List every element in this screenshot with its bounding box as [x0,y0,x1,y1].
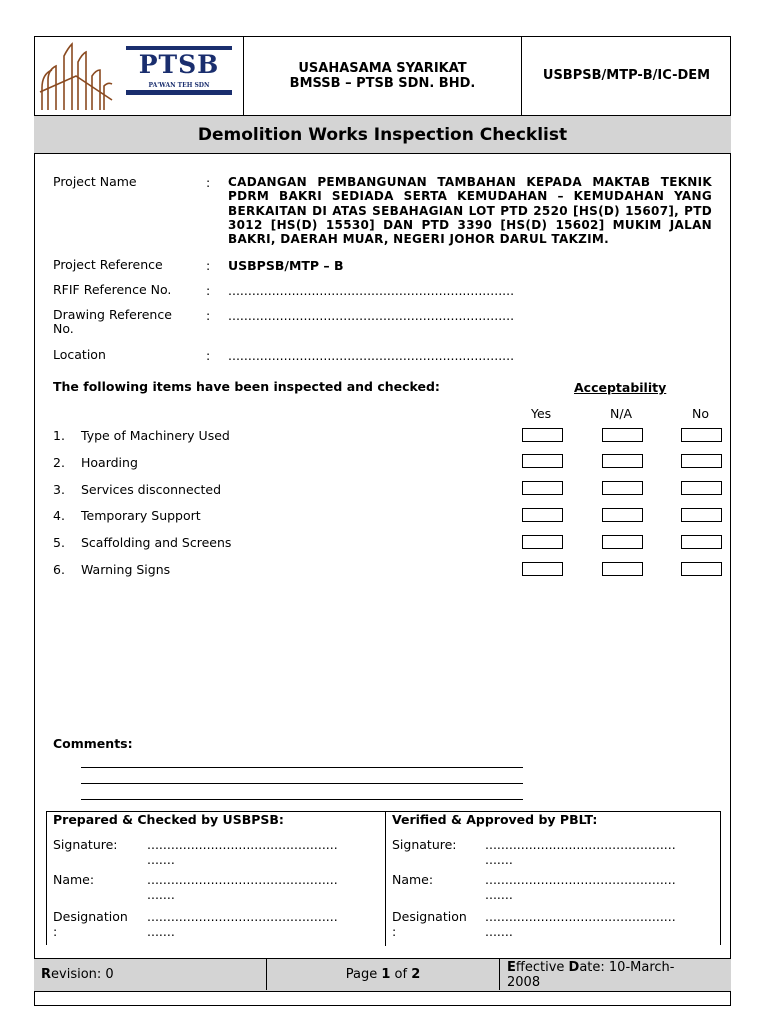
checklist-item-label: Type of Machinery Used [81,428,230,443]
no-checkbox[interactable] [681,562,722,576]
location-field[interactable]: ........................................................................ [228,348,515,363]
colon: : [206,175,211,190]
dots: ................................................ [147,837,338,852]
column-yes: Yes [531,406,552,421]
page-current: 1 [381,967,391,982]
na-checkbox[interactable] [602,428,643,442]
project-name-value: CADANGAN PEMBANGUNAN TAMBAHAN KEPADA MAKTAB TEKNIK PDRM BAKRI SEDIADA SERTA KEMUDAHAN – KEMUDAHAN YANG BERKAITAN DI ATAS SEBAHAGIAN LOT PTD 2520 [HS(D) 15607], PTD 3012 [HS(D) 15530] DAN PTD 3390 [HS(D) 15602] MUKIM JALAN BAKRI, DAERAH MUAR, NEGERI JOHOR DARUL TAKZIM. [228,175,712,247]
right-signature-field[interactable] [485,837,676,867]
page-total: 2 [411,967,421,982]
project-name-label: Project Name [53,174,137,189]
na-checkbox[interactable] [602,508,643,522]
right-signature-label: Signature: [392,837,457,852]
page-prefix: Page [345,967,382,982]
dots: ....... [485,924,513,939]
effective-year: 2008 [507,974,541,990]
no-checkbox[interactable] [681,454,722,468]
company-line-1: USAHASAMA SYARIKAT [298,60,467,76]
document-code: USBPSB/MTP-B/IC-DEM [542,68,711,83]
colon: : [206,258,211,273]
yes-checkbox[interactable] [522,535,563,549]
item-number: 1. [53,428,65,443]
drawing-label-line-1: Drawing Reference [53,307,172,322]
dots: ................................................ [485,872,676,887]
signoff-divider [385,812,386,946]
yes-checkbox[interactable] [522,508,563,522]
designation-text: Designation [392,909,467,924]
na-checkbox[interactable] [602,562,643,576]
rfif-reference-label: RFIF Reference No. [53,282,172,297]
signoff-right-title: Verified & Approved by PBLT: [392,812,598,827]
effective-d: D [568,959,580,975]
comment-line[interactable] [81,799,523,800]
dots: ................................................ [147,909,338,924]
logo-cell [34,36,244,115]
checklist-intro: The following items have been inspected and checked: [53,379,440,394]
na-checkbox[interactable] [602,481,643,495]
yes-checkbox[interactable] [522,454,563,468]
page-title: Demolition Works Inspection Checklist [34,116,731,154]
item-number: 5. [53,535,65,551]
left-designation-field[interactable] [147,909,338,939]
dots: ....... [485,852,513,867]
left-name-field[interactable] [147,872,338,902]
item-number: 4. [53,508,65,524]
right-designation-label [392,909,467,939]
logo-bottom-bar [126,90,232,95]
page-number-cell [267,959,500,990]
dots: ....... [147,852,175,867]
acceptability-heading: Acceptability [574,380,667,395]
right-name-label: Name: [392,872,434,887]
dots: ....... [485,887,513,902]
drawing-reference-field[interactable]: ........................................................................ [228,308,515,323]
effective-e: E [507,959,516,975]
company-name [244,36,522,115]
ptsb-logo [126,46,232,96]
revision-text: evision: 0 [51,967,114,982]
item-number: 3. [53,481,65,497]
comments-label: Comments: [53,736,133,751]
yes-checkbox[interactable] [522,481,563,495]
company-line-2: BMSSB – PTSB SDN. BHD. [289,75,476,91]
effective-date-cell [500,959,731,990]
checklist-item-label: Scaffolding and Screens [81,535,232,551]
document-footer [34,958,731,992]
dots: ................................................ [147,872,338,887]
left-signature-label: Signature: [53,837,118,852]
checklist-item-label: Temporary Support [81,508,201,524]
signoff-table [46,811,721,945]
comment-line[interactable] [81,767,523,768]
column-no: No [692,406,709,421]
colon: : [206,308,211,323]
no-checkbox[interactable] [681,428,722,442]
checklist-item-label: Hoarding [81,454,138,470]
no-checkbox[interactable] [681,508,722,522]
designation-colon: : [53,924,58,939]
drawing-reference-label [53,308,172,336]
yes-checkbox[interactable] [522,562,563,576]
item-number: 2. [53,454,65,470]
yes-checkbox[interactable] [522,428,563,442]
revision-cell [34,959,267,990]
dots: ....... [147,924,175,939]
left-designation-label [53,909,128,939]
dots: ....... [147,887,175,902]
right-designation-field[interactable] [485,909,676,939]
checklist-item-label: Warning Signs [81,562,171,577]
dots: ................................................ [485,837,676,852]
comment-line[interactable] [81,783,523,784]
left-signature-field[interactable] [147,837,338,867]
no-checkbox[interactable] [681,535,722,549]
designation-colon: : [392,924,397,939]
effective-date-text: ate: 10-March- [579,959,675,975]
colon: : [206,348,211,363]
logo-subtext: PA'WAN TEH SDN [148,82,210,89]
dots: ................................................ [485,909,676,924]
right-name-field[interactable] [485,872,676,902]
effective-text: ffective [515,959,569,975]
location-label: Location [53,347,106,362]
column-na: N/A [610,406,633,421]
na-checkbox[interactable] [602,535,643,549]
project-reference-label: Project Reference [53,257,163,272]
left-name-label: Name: [53,872,95,887]
building-logo-icon [38,40,114,112]
signoff-left-title: Prepared & Checked by USBPSB: [53,812,284,827]
colon: : [206,283,211,298]
item-number: 6. [53,562,65,577]
checklist-item-label: Services disconnected [81,481,222,497]
logo-text: PTSB [138,50,220,79]
document-header [34,36,731,116]
rfif-reference-field[interactable]: ........................................................................ [228,283,515,298]
na-checkbox[interactable] [602,454,643,468]
no-checkbox[interactable] [681,481,722,495]
project-reference-value: USBPSB/MTP – B [228,258,344,273]
revision-initial: R [41,967,52,982]
drawing-label-line-2: No. [53,321,74,336]
page-of: of [390,967,412,982]
designation-text: Designation [53,909,128,924]
